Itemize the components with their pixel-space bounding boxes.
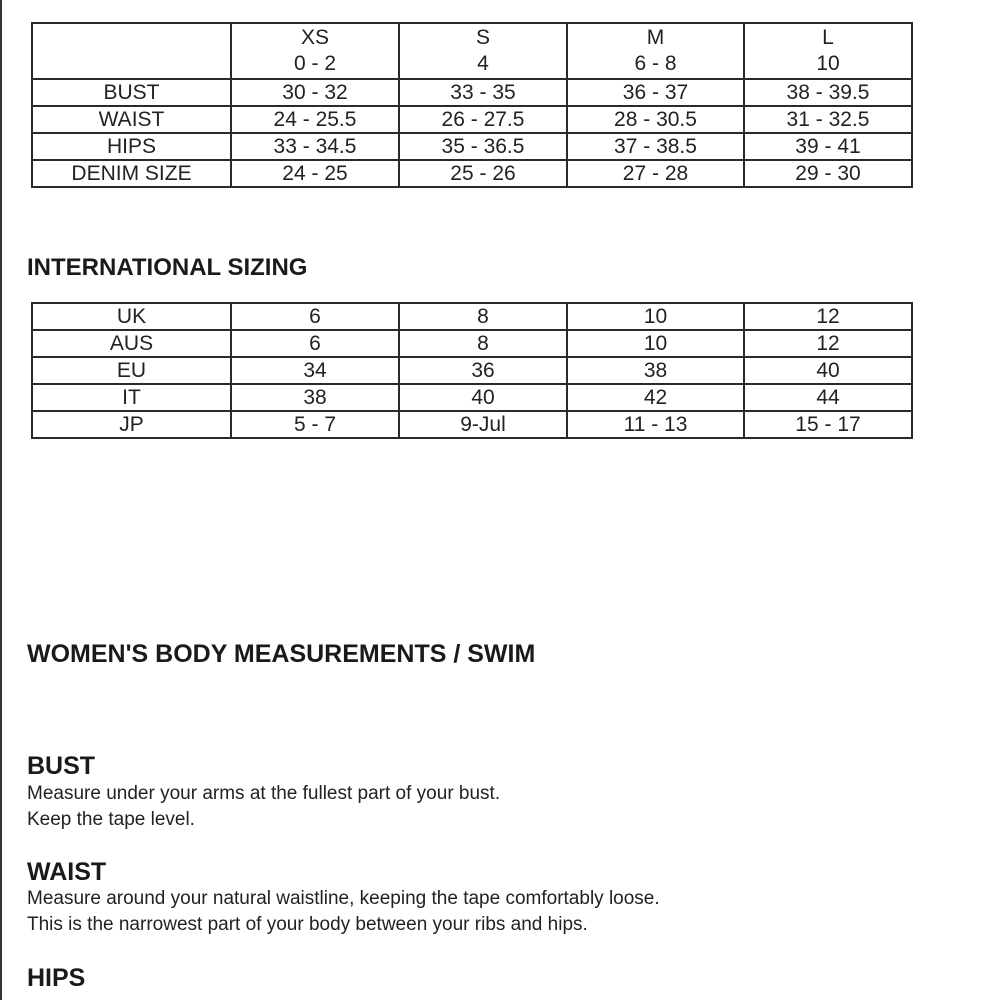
table-cell: 11 - 13 [567,411,744,438]
header-cell-s [399,23,567,79]
table-cell: 36 - 37 [567,79,744,106]
row-label: UK [32,303,231,330]
header-cell-l [744,23,912,79]
header-cell-m [567,23,744,79]
description-line: Measure around your natural waistline, keeping the tape comfortably loose. [27,888,660,909]
size-label: L [822,26,834,49]
table-row-bust [32,79,912,106]
table-cell: 10 [567,330,744,357]
table-cell: 33 - 35 [399,79,567,106]
table-cell: 44 [744,384,912,411]
size-label: M [646,26,665,49]
row-label: IT [32,384,231,411]
table-cell: 40 [744,357,912,384]
table-cell: 34 [231,357,399,384]
body-measurements-heading: WOMEN'S BODY MEASUREMENTS / SWIM [27,640,536,668]
size-header-row [32,23,912,79]
table-cell: 29 - 30 [744,160,912,187]
size-chart-table [31,22,913,188]
table-row-uk [32,303,912,330]
waist-description [27,886,660,938]
table-row-aus [32,330,912,357]
table-cell: 30 - 32 [231,79,399,106]
table-cell: 26 - 27.5 [399,106,567,133]
row-label: EU [32,357,231,384]
description-line: Measure under your arms at the fullest part of your bust. [27,783,501,804]
table-cell: 25 - 26 [399,160,567,187]
table-row-jp [32,411,912,438]
row-label: WAIST [32,106,231,133]
table-cell: 37 - 38.5 [567,133,744,160]
table-row-hips [32,133,912,160]
row-label: JP [32,411,231,438]
size-label: XS [300,26,329,49]
table-cell: 10 [567,303,744,330]
row-label: HIPS [32,133,231,160]
size-range: 0 - 2 [293,52,337,75]
table-cell: 38 [231,384,399,411]
table-cell: 8 [399,303,567,330]
waist-title: WAIST [27,858,107,886]
table-cell: 36 [399,357,567,384]
description-line: Keep the tape level. [27,809,195,830]
table-cell: 24 - 25.5 [231,106,399,133]
table-cell: 6 [231,330,399,357]
table-cell: 28 - 30.5 [567,106,744,133]
table-row-waist [32,106,912,133]
bust-description [27,781,500,833]
table-cell: 8 [399,330,567,357]
table-cell: 42 [567,384,744,411]
size-range: 4 [477,52,489,75]
table-cell: 40 [399,384,567,411]
international-sizing-table [31,302,913,439]
size-range: 10 [816,52,840,75]
table-cell: 9-Jul [399,411,567,438]
bust-title: BUST [27,752,96,780]
header-cell-xs [231,23,399,79]
table-cell: 12 [744,303,912,330]
table-row-denim-size [32,160,912,187]
table-cell: 12 [744,330,912,357]
table-cell: 38 - 39.5 [744,79,912,106]
description-line: This is the narrowest part of your body between your ribs and hips. [27,914,588,935]
left-border-rule [0,0,2,1000]
table-row-eu [32,357,912,384]
hips-title: HIPS [27,964,86,992]
size-range: 6 - 8 [634,52,677,75]
table-cell: 35 - 36.5 [399,133,567,160]
size-label: S [475,26,490,49]
table-cell: 38 [567,357,744,384]
table-cell: 6 [231,303,399,330]
table-cell: 5 - 7 [231,411,399,438]
table-cell: 39 - 41 [744,133,912,160]
row-label: AUS [32,330,231,357]
header-cell-empty [32,23,231,79]
table-cell: 15 - 17 [744,411,912,438]
row-label: DENIM SIZE [32,160,231,187]
row-label: BUST [32,79,231,106]
table-cell: 33 - 34.5 [231,133,399,160]
table-cell: 24 - 25 [231,160,399,187]
table-row-it [32,384,912,411]
table-cell: 27 - 28 [567,160,744,187]
international-sizing-heading: INTERNATIONAL SIZING [27,254,308,281]
table-cell: 31 - 32.5 [744,106,912,133]
